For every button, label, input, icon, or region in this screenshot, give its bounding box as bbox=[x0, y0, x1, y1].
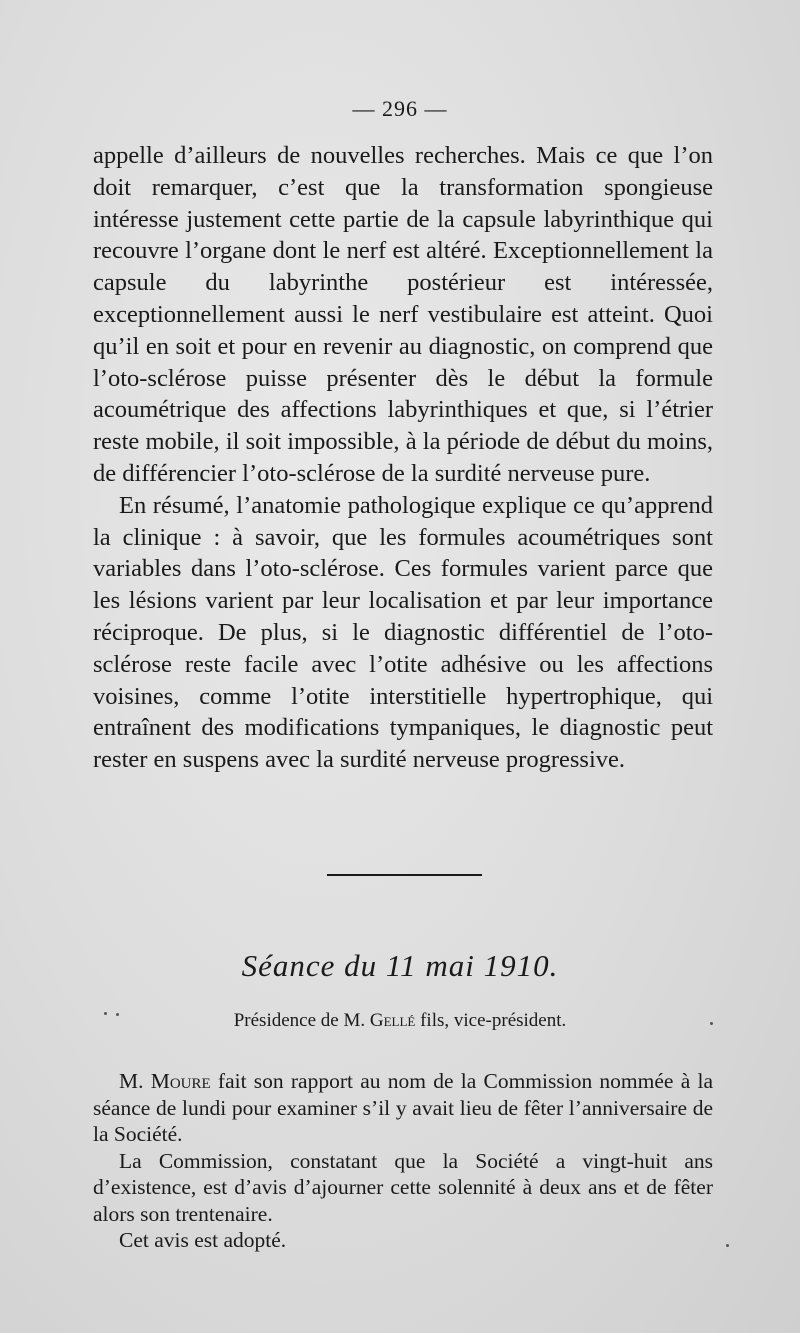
meeting-minutes bbox=[93, 1068, 713, 1254]
presidency-prefix: Présidence de M. bbox=[233, 1010, 370, 1031]
paragraph-1: appelle d’ailleurs de nouvelles recherches. Mais ce que l’on doit remarquer, c’est que la transformation spongieuse intéresse justement cette partie de la capsule labyrinthique qui recouvre l’organe dont le nerf est altéré. Exceptionnellement la capsule du labyrinthe postérieur est intéressée, exceptionnellement aussi le nerf vestibulaire est atteint. Quoi qu’il en soit et pour en revenir au diagnostic, on comprend que l’oto-sclérose puisse présenter dès le début la formule acoumétrique des affections labyrinthiques et que, si l’étrier reste mobile, il soit impossible, à la période de début du moins, de différencier l’oto-sclérose de la surdité nerveuse pure. bbox=[93, 142, 713, 487]
print-speck bbox=[104, 1012, 107, 1015]
minutes-prefix: M. bbox=[119, 1069, 151, 1093]
minutes-text-1: fait son rapport au nom de la Commission nommée à la séance de lundi pour examiner s’il y avait lieu de fêter l’anniversaire de la Société. bbox=[93, 1069, 713, 1146]
minutes-paragraph-3: Cet avis est adopté. bbox=[119, 1228, 287, 1252]
minutes-paragraph-1 bbox=[93, 1068, 713, 1148]
minutes-paragraph-2: La Commission, constatant que la Société a vingt-huit ans d’existence, est d’avis d’ajourner cette solennité à deux ans et de fêter alors son trentenaire. bbox=[93, 1148, 713, 1226]
presidency-suffix: fils, vice-président. bbox=[415, 1010, 567, 1031]
print-speck bbox=[710, 1022, 713, 1025]
session-title: Séance du 11 mai 1910. bbox=[241, 948, 559, 983]
section-divider bbox=[327, 874, 482, 876]
presidency-line bbox=[0, 1010, 800, 1032]
presidency-name: Gellé bbox=[369, 1010, 416, 1031]
print-speck bbox=[726, 1244, 729, 1247]
speaker-name: Moure bbox=[150, 1069, 211, 1093]
paragraph-2: En résumé, l’anatomie pathologique explique ce qu’apprend la clinique : à savoir, que les formules acoumétriques sont variables dans l’oto-sclérose. Ces formules varient parce que les lésions varient par leur localisation et par leur importance réciproque. De plus, si le diagnostic différentiel de l’oto-sclérose reste facile avec l’otite adhésive ou les affections voisines, comme l’otite interstitielle hypertrophique, qui entraînent des modifications tympaniques, le diagnostic peut rester en suspens avec la surdité nerveuse progressive. bbox=[93, 491, 713, 774]
main-text bbox=[93, 140, 713, 776]
print-speck bbox=[116, 1013, 119, 1016]
page-number: — 296 — bbox=[352, 96, 448, 121]
